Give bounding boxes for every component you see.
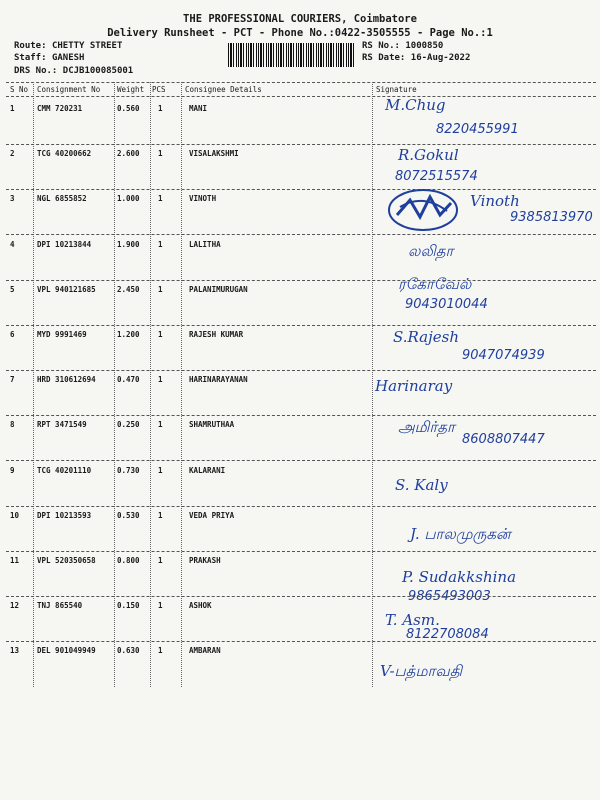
- row-weight: 1.900: [117, 239, 140, 249]
- row-consignee: VISALAKSHMI: [189, 149, 239, 159]
- row-signature-phone: 9385813970: [510, 210, 593, 226]
- row-divider: [6, 460, 596, 461]
- row-weight: 0.470: [117, 375, 140, 385]
- row-signature-name: Harinaray: [375, 377, 453, 396]
- signature-scribble: [385, 185, 465, 235]
- row-divider: [6, 370, 596, 371]
- row-weight: 0.800: [117, 556, 140, 565]
- row-divider: [6, 280, 596, 281]
- row-signature-name: P. Sudakkshina: [402, 568, 517, 586]
- row-signature-name: T. Asm.: [385, 611, 440, 630]
- route-line: [14, 41, 122, 51]
- row-sno: 11: [10, 556, 20, 565]
- header-rule-bottom: [6, 96, 596, 97]
- row-signature-name: ரகோவேல்: [398, 274, 472, 293]
- row-sno: 9: [10, 465, 15, 475]
- row-consignee: PRAKASH: [189, 556, 221, 565]
- row-consignment-no: VPL 940121685: [37, 284, 96, 294]
- row-signature-phone: 9865493003: [408, 589, 491, 604]
- row-sno: 5: [10, 284, 15, 294]
- row-consignment-no: TNJ 865540: [37, 601, 83, 611]
- row-weight: 1.000: [117, 194, 140, 204]
- row-pcs: 1: [158, 601, 163, 611]
- row-weight: 0.730: [117, 465, 140, 475]
- row-signature-name: R.Gokul: [398, 146, 459, 165]
- col-header-signature: Signature: [376, 85, 417, 94]
- row-signature-phone: 9047074939: [462, 348, 545, 363]
- row-sno: 3: [10, 194, 15, 204]
- drs-line: [14, 66, 133, 76]
- row-signature-phone: 8608807447: [462, 432, 545, 448]
- rs-no-value: 1000850: [405, 41, 444, 51]
- staff-line: [14, 53, 84, 63]
- row-signature-phone: 8122708084: [406, 627, 489, 643]
- row-consignment-no: DPI 10213593: [37, 510, 92, 520]
- row-divider: [6, 189, 596, 190]
- rs-date-value: 16-Aug-2022: [410, 53, 471, 63]
- runsheet-subtitle: Delivery Runsheet - PCT - Phone No.:0422-3505555 - Page No.:1: [107, 27, 493, 39]
- row-weight: 0.150: [117, 601, 140, 611]
- row-consignee: KALARANI: [189, 465, 226, 475]
- row-sno: 1: [10, 104, 15, 113]
- row-consignee: RAJESH KUMAR: [189, 330, 244, 339]
- row-divider: [6, 641, 596, 642]
- row-pcs: 1: [158, 646, 163, 656]
- row-consignment-no: VPL 520350658: [37, 556, 96, 565]
- row-pcs: 1: [158, 556, 163, 565]
- row-pcs: 1: [158, 465, 163, 475]
- row-pcs: 1: [158, 375, 163, 385]
- row-divider: [6, 144, 596, 145]
- col-header-weight: Weight: [117, 85, 145, 94]
- row-sno: 12: [10, 601, 20, 611]
- col-header-consignment: Consignment No: [37, 85, 101, 94]
- company-title: THE PROFESSIONAL COURIERS, Coimbatore: [183, 13, 417, 25]
- rs-no-label: RS No.:: [362, 41, 400, 51]
- drs-label: DRS No.:: [14, 66, 58, 76]
- row-sno: 2: [10, 149, 15, 159]
- rs-no-line: [362, 41, 443, 51]
- row-weight: 0.560: [117, 104, 140, 113]
- drs-value: DCJB100085001: [62, 66, 134, 76]
- row-weight: 0.530: [117, 510, 140, 520]
- row-divider: [6, 325, 596, 326]
- row-divider: [6, 415, 596, 416]
- staff-label: Staff:: [14, 53, 47, 63]
- row-divider: [6, 506, 596, 507]
- row-consignment-no: RPT 3471549: [37, 420, 87, 430]
- row-consignment-no: MYD 9991469: [37, 330, 87, 339]
- row-divider: [6, 596, 596, 597]
- col-header-sno: S No: [10, 85, 29, 94]
- row-sno: 4: [10, 239, 15, 249]
- row-weight: 0.630: [117, 646, 140, 656]
- row-sno: 10: [10, 510, 20, 520]
- row-signature-name: லலிதா: [408, 241, 454, 260]
- row-consignee: ASHOK: [189, 601, 212, 611]
- row-consignee: MANI: [189, 104, 208, 113]
- row-pcs: 1: [158, 420, 163, 430]
- row-pcs: 1: [158, 239, 163, 249]
- row-pcs: 1: [158, 284, 163, 294]
- route-value: CHETTY STREET: [51, 41, 123, 51]
- row-consignment-no: DPI 10213844: [37, 239, 92, 249]
- staff-value: GANESH: [51, 53, 85, 63]
- row-pcs: 1: [158, 104, 163, 113]
- row-pcs: 1: [158, 510, 163, 520]
- row-divider: [6, 551, 596, 552]
- row-signature-phone: 8072515574: [395, 169, 478, 185]
- header-rule-top: [6, 82, 596, 83]
- row-signature-name: Vinoth: [470, 192, 520, 211]
- row-consignment-no: DEL 901049949: [37, 646, 96, 656]
- col-header-consignee: Consignee Details: [185, 85, 262, 94]
- row-signature-name: S.Rajesh: [393, 328, 459, 346]
- row-consignee: VEDA PRIYA: [189, 510, 235, 520]
- row-sno: 13: [10, 646, 20, 656]
- row-signature-name: J. பாலமுருகன்: [410, 524, 511, 543]
- row-signature-name: M.Chug: [385, 96, 446, 114]
- rs-date-label: RS Date:: [362, 53, 406, 63]
- row-weight: 2.600: [117, 149, 140, 159]
- row-weight: 2.450: [117, 284, 140, 294]
- row-consignee: HARINARAYANAN: [189, 375, 248, 385]
- row-consignment-no: TCG 40201110: [37, 465, 92, 475]
- row-consignment-no: HRD 310612694: [37, 375, 96, 385]
- row-pcs: 1: [158, 149, 163, 159]
- row-sno: 6: [10, 330, 15, 339]
- row-sno: 8: [10, 420, 15, 430]
- row-divider: [6, 234, 596, 235]
- row-consignee: PALANIMURUGAN: [189, 284, 248, 294]
- row-weight: 1.200: [117, 330, 140, 339]
- row-signature-name: V-பத்மாவதி: [380, 662, 463, 681]
- row-weight: 0.250: [117, 420, 140, 430]
- row-consignee: LALITHA: [189, 239, 221, 249]
- rs-date-line: [362, 53, 470, 63]
- row-signature-phone: 8220455991: [436, 122, 519, 137]
- row-signature-name: S. Kaly: [395, 475, 448, 494]
- row-consignment-no: NGL 6855852: [37, 194, 87, 204]
- row-sno: 7: [10, 375, 15, 385]
- row-consignment-no: TCG 40200662: [37, 149, 92, 159]
- row-signature-name: அமிர்தா: [398, 418, 455, 437]
- row-consignee: AMBARAN: [189, 646, 221, 656]
- row-consignee: SHAMRUTHAA: [189, 420, 235, 430]
- row-consignee: VINOTH: [189, 194, 217, 204]
- row-consignment-no: CMM 720231: [37, 104, 83, 113]
- col-header-pcs: PCS: [152, 85, 166, 94]
- row-pcs: 1: [158, 330, 163, 339]
- route-label: Route:: [14, 41, 47, 51]
- row-pcs: 1: [158, 194, 163, 204]
- barcode: [228, 43, 356, 67]
- row-signature-phone: 9043010044: [405, 296, 488, 312]
